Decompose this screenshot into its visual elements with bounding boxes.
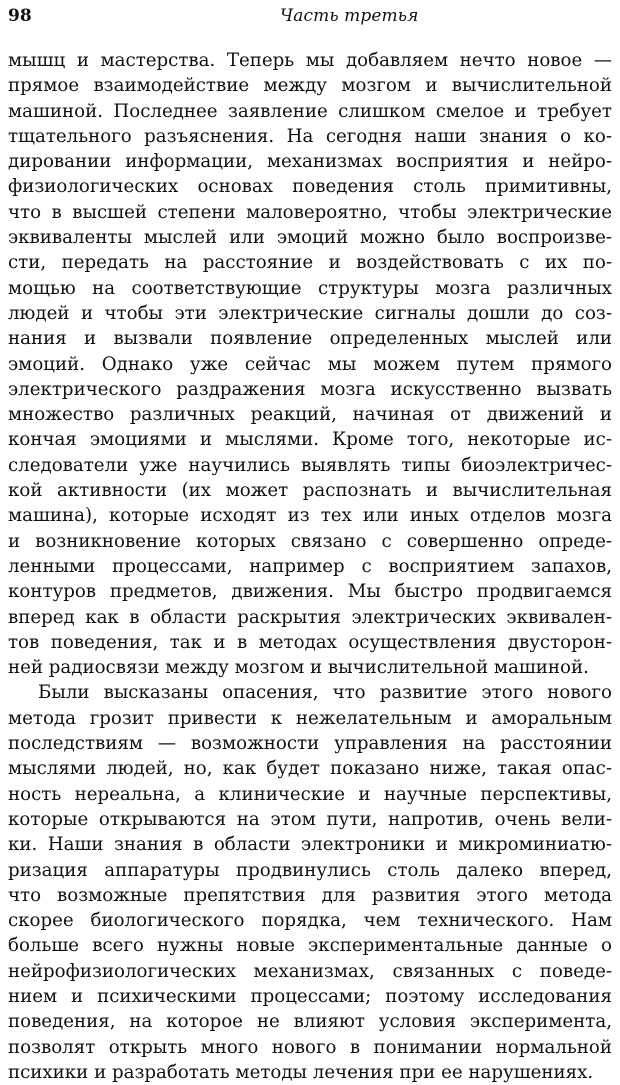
text-line: контуров предметов, движения. Мы быстро продвигаемся [8,581,612,603]
text-line: множество различных реакций, начиная от движений и [8,404,612,426]
text-line: психики и разработать методы лечения при ее нарушениях. [8,1061,594,1083]
text-line: кой активности (их может распознать и вычислительная [8,480,612,502]
text-line: метода грозит привести к нежелательным и аморальным [8,707,612,729]
text-line: кончая эмоциями и мыслями. Кроме того, некоторые ис- [8,429,612,451]
text-line: и возникновение которых связано с совершенно опреде- [8,530,612,552]
text-line: ки. Наши знания в области электроники и микроминиатю- [8,834,612,856]
text-line: ленными процессами, например с восприятием запахов, [8,555,612,577]
running-head: Часть третья [280,6,419,26]
text-line: позволят открыть много нового в понимании нормальной [8,1036,612,1058]
page-header [8,6,612,26]
text-line: тов поведения, так и в методах осуществления двусторон- [8,631,612,653]
page-number: 98 [8,6,32,26]
text-line: следователи уже научились выявлять типы биоэлектричес- [8,454,612,476]
text-line: мыслями людей, но, как будет показано ниже, такая опас- [8,758,612,780]
text-line: сти, передать на расстояние и воздействовать с их по- [8,252,612,274]
text-line: прямое взаимодействие между мозгом и вычислительной [8,75,612,97]
text-line: дировании информации, механизмах восприятия и нейро- [8,151,612,173]
text-line: машиной. Последнее заявление слишком смелое и требует [8,100,612,122]
text-line: вперед как в области раскрытия электрических эквивален- [8,606,612,628]
text-line: физиологических основах поведения столь примитивны, [8,176,612,198]
text-line: нейрофизиологических механизмах, связанных с поведе- [8,960,612,982]
text-line: эквиваленты мыслей или эмоций можно было воспроизве- [8,227,612,249]
text-line: что возможные препятствия для развития этого метода [8,884,612,906]
text-line: мощью на соответствующие структуры мозга различных [8,277,612,299]
paragraph-first-line: Были высказаны опасения, что развитие этого нового [38,682,612,704]
text-line: нием и психическими процессами; поэтому исследования [8,985,612,1007]
text-line: людей и чтобы эти электрические сигналы дошли до соз- [8,302,612,324]
text-line: эмоций. Однако уже сейчас мы можем путем прямого [8,353,612,375]
text-line: последствиям — возможности управления на расстоянии [8,733,612,755]
text-line: тщательного разъяснения. На сегодня наши знания о ко- [8,125,612,147]
text-line: машина), которые исходят из тех или иных отделов мозга [8,505,612,527]
text-line: поведения, на которое не влияют условия эксперимента, [8,1011,612,1033]
body-text [8,48,612,1085]
text-line: мышц и мастерства. Теперь мы добавляем нечто новое — [8,50,612,71]
text-line: что в высшей степени маловероятно, чтобы электрические [8,201,612,223]
text-line: которые открываются на этом пути, напротив, очень вели- [8,808,612,830]
text-line: нания и вызвали появление определенных мыслей или [8,328,612,350]
text-line: ней радиосвязи между мозгом и вычислительной машиной. [8,657,589,679]
text-line: электрического раздражения мозга искусственно вызвать [8,378,612,400]
text-line: скорее биологического порядка, чем технического. Нам [8,910,612,932]
text-line: ризация аппаратуры продвинулись столь далеко вперед, [8,859,612,881]
text-line: больше всего нужны новые экспериментальные данные о [8,935,612,957]
text-line: ность нереальна, а клинические и научные перспективы, [8,783,612,805]
